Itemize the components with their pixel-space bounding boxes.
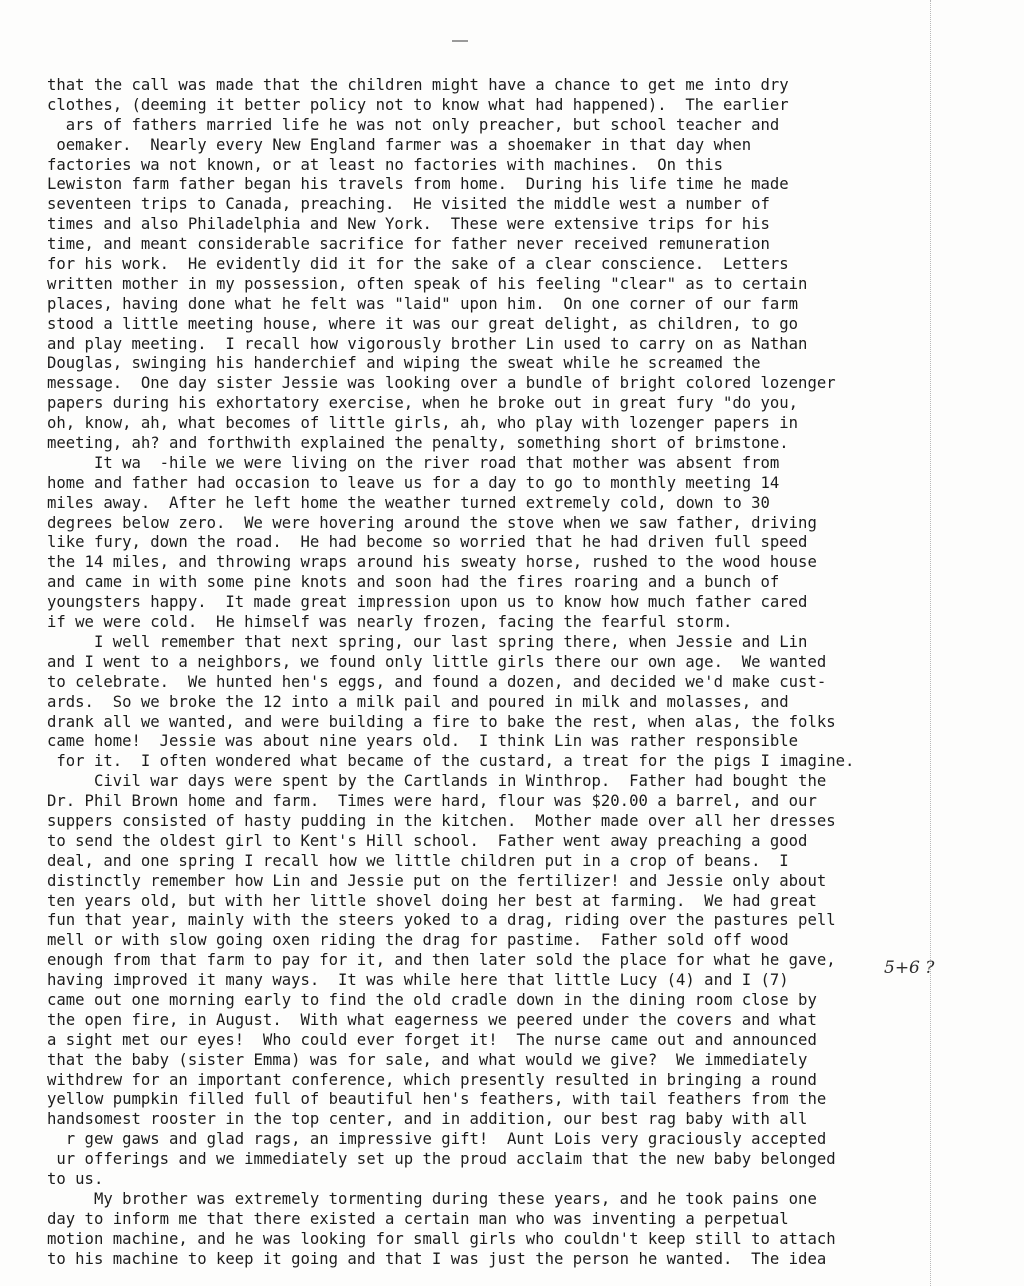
text-line: oh, know, ah, what becomes of little girls, ah, who play with lozenger papers in (47, 414, 799, 433)
text-line: stood a little meeting house, where it was our great delight, as children, to go (47, 314, 799, 333)
text-line: It wa -hile we were living on the river road that mother was absent from (47, 453, 780, 472)
text-line: drank all we wanted, and were building a fire to bake the rest, when alas, the folks (47, 712, 836, 731)
text-line: and came in with some pine knots and soon had the fires roaring and a bunch of (47, 573, 780, 592)
text-line: My brother was extremely tormenting during these years, and he took pains one (47, 1189, 817, 1208)
text-line: ards. So we broke the 12 into a milk pail and poured in milk and molasses, and (47, 692, 789, 711)
text-line: r gew gaws and glad rags, an impressive gift! Aunt Lois very graciously accepted (47, 1130, 827, 1149)
text-line: to his machine to keep it going and that I was just the person he wanted. The idea (47, 1249, 827, 1268)
text-line: suppers consisted of hasty pudding in the kitchen. Mother made over all her dresses (47, 811, 836, 830)
text-line: clothes, (deeming it better policy not to know what had happened). The earlier (47, 95, 789, 114)
text-line: the open fire, in August. With what eagerness we peered under the covers and what (47, 1010, 817, 1029)
right-margin-rule (930, 0, 931, 1286)
text-line: message. One day sister Jessie was looking over a bundle of bright colored lozenger (47, 374, 836, 393)
text-line: withdrew for an important conference, which presently resulted in bringing a round (47, 1070, 817, 1089)
text-line: home and father had occasion to leave us for a day to go to monthly meeting 14 (47, 473, 780, 492)
text-line: came out one morning early to find the old cradle down in the dining room close by (47, 990, 817, 1009)
text-line: times and also Philadelphia and New York. These were extensive trips for his (47, 215, 770, 234)
text-line: to us. (47, 1169, 104, 1188)
text-line: to send the oldest girl to Kent's Hill school. Father went away preaching a good (47, 831, 808, 850)
text-line: a sight met our eyes! Who could ever forget it! The nurse came out and announced (47, 1030, 817, 1049)
text-line: meeting, ah? and forthwith explained the penalty, something short of brimstone. (47, 434, 789, 453)
text-line: day to inform me that there existed a certain man who was inventing a perpetual (47, 1209, 789, 1228)
page-top-mark (452, 40, 468, 42)
text-line: degrees below zero. We were hovering around the stove when we saw father, driving (47, 513, 817, 532)
text-line: for his work. He evidently did it for the sake of a clear conscience. Letters (47, 255, 789, 274)
text-line: distinctly remember how Lin and Jessie put on the fertilizer! and Jessie only about (47, 871, 827, 890)
text-line: if we were cold. He himself was nearly frozen, facing the fearful storm. (47, 613, 733, 632)
text-line: having improved it many ways. It was while here that little Lucy (4) and I (7) (47, 971, 789, 990)
text-line: places, having done what he felt was "laid" upon him. On one corner of our farm (47, 294, 799, 313)
text-line: oemaker. Nearly every New England farmer was a shoemaker in that day when (47, 135, 752, 154)
text-line: and I went to a neighbors, we found only little girls there our own age. We wanted (47, 652, 827, 671)
handwritten-margin-note: 5+6 ? (884, 958, 935, 978)
text-line: ten years old, but with her little shovel doing her best at farming. We had great (47, 891, 817, 910)
text-line: to celebrate. We hunted hen's eggs, and found a dozen, and decided we'd make cust- (47, 672, 827, 691)
text-line: Dr. Phil Brown home and farm. Times were hard, flour was $20.00 a barrel, and our (47, 792, 817, 811)
text-line: Douglas, swinging his handerchief and wiping the sweat while he screamed the (47, 354, 761, 373)
text-line: time, and meant considerable sacrifice for father never received remuneration (47, 235, 770, 254)
text-line: Civil war days were spent by the Cartlands in Winthrop. Father had bought the (47, 772, 827, 791)
text-line: yellow pumpkin filled full of beautiful hen's feathers, with tail feathers from the (47, 1090, 827, 1109)
text-line: like fury, down the road. He had become so worried that he had driven full speed (47, 533, 808, 552)
text-line: written mother in my possession, often speak of his feeling "clear" as to certain (47, 274, 808, 293)
text-line: that the baby (sister Emma) was for sale, and what would we give? We immediately (47, 1050, 808, 1069)
text-line: the 14 miles, and throwing wraps around his sweaty horse, rushed to the wood house (47, 553, 817, 572)
text-line: came home! Jessie was about nine years old. I think Lin was rather responsible (47, 732, 799, 751)
text-line: and play meeting. I recall how vigorously brother Lin used to carry on as Nathan (47, 334, 808, 353)
text-line: handsomest rooster in the top center, and in addition, our best rag baby with all (47, 1110, 808, 1129)
text-line: youngsters happy. It made great impression upon us to know how much father cared (47, 593, 808, 612)
text-line: for it. I often wondered what became of the custard, a treat for the pigs I imagine. (47, 752, 855, 771)
text-line: I well remember that next spring, our last spring there, when Jessie and Lin (47, 632, 808, 651)
text-line: that the call was made that the children might have a chance to get me into dry (47, 76, 789, 94)
typed-text-body (47, 76, 927, 1269)
text-line: Lewiston farm father began his travels from home. During his life time he made (47, 175, 789, 194)
text-line: fun that year, mainly with the steers yoked to a drag, riding over the pastures pell (47, 911, 836, 930)
text-line: seventeen trips to Canada, preaching. He visited the middle west a number of (47, 195, 770, 214)
text-line: ur offerings and we immediately set up the proud acclaim that the new baby belonged (47, 1150, 836, 1169)
text-line: ars of fathers married life he was not only preacher, but school teacher and (47, 115, 780, 134)
text-line: enough from that farm to pay for it, and then later sold the place for what he gave, (47, 951, 836, 970)
text-line: factories wa not known, or at least no factories with machines. On this (47, 155, 723, 174)
text-line: miles away. After he left home the weather turned extremely cold, down to 30 (47, 493, 770, 512)
text-line: deal, and one spring I recall how we little children put in a crop of beans. I (47, 851, 789, 870)
text-line: papers during his exhortatory exercise, when he broke out in great fury "do you, (47, 394, 799, 413)
text-line: motion machine, and he was looking for small girls who couldn't keep still to attach (47, 1229, 836, 1248)
text-line: mell or with slow going oxen riding the drag for pastime. Father sold off wood (47, 931, 789, 950)
